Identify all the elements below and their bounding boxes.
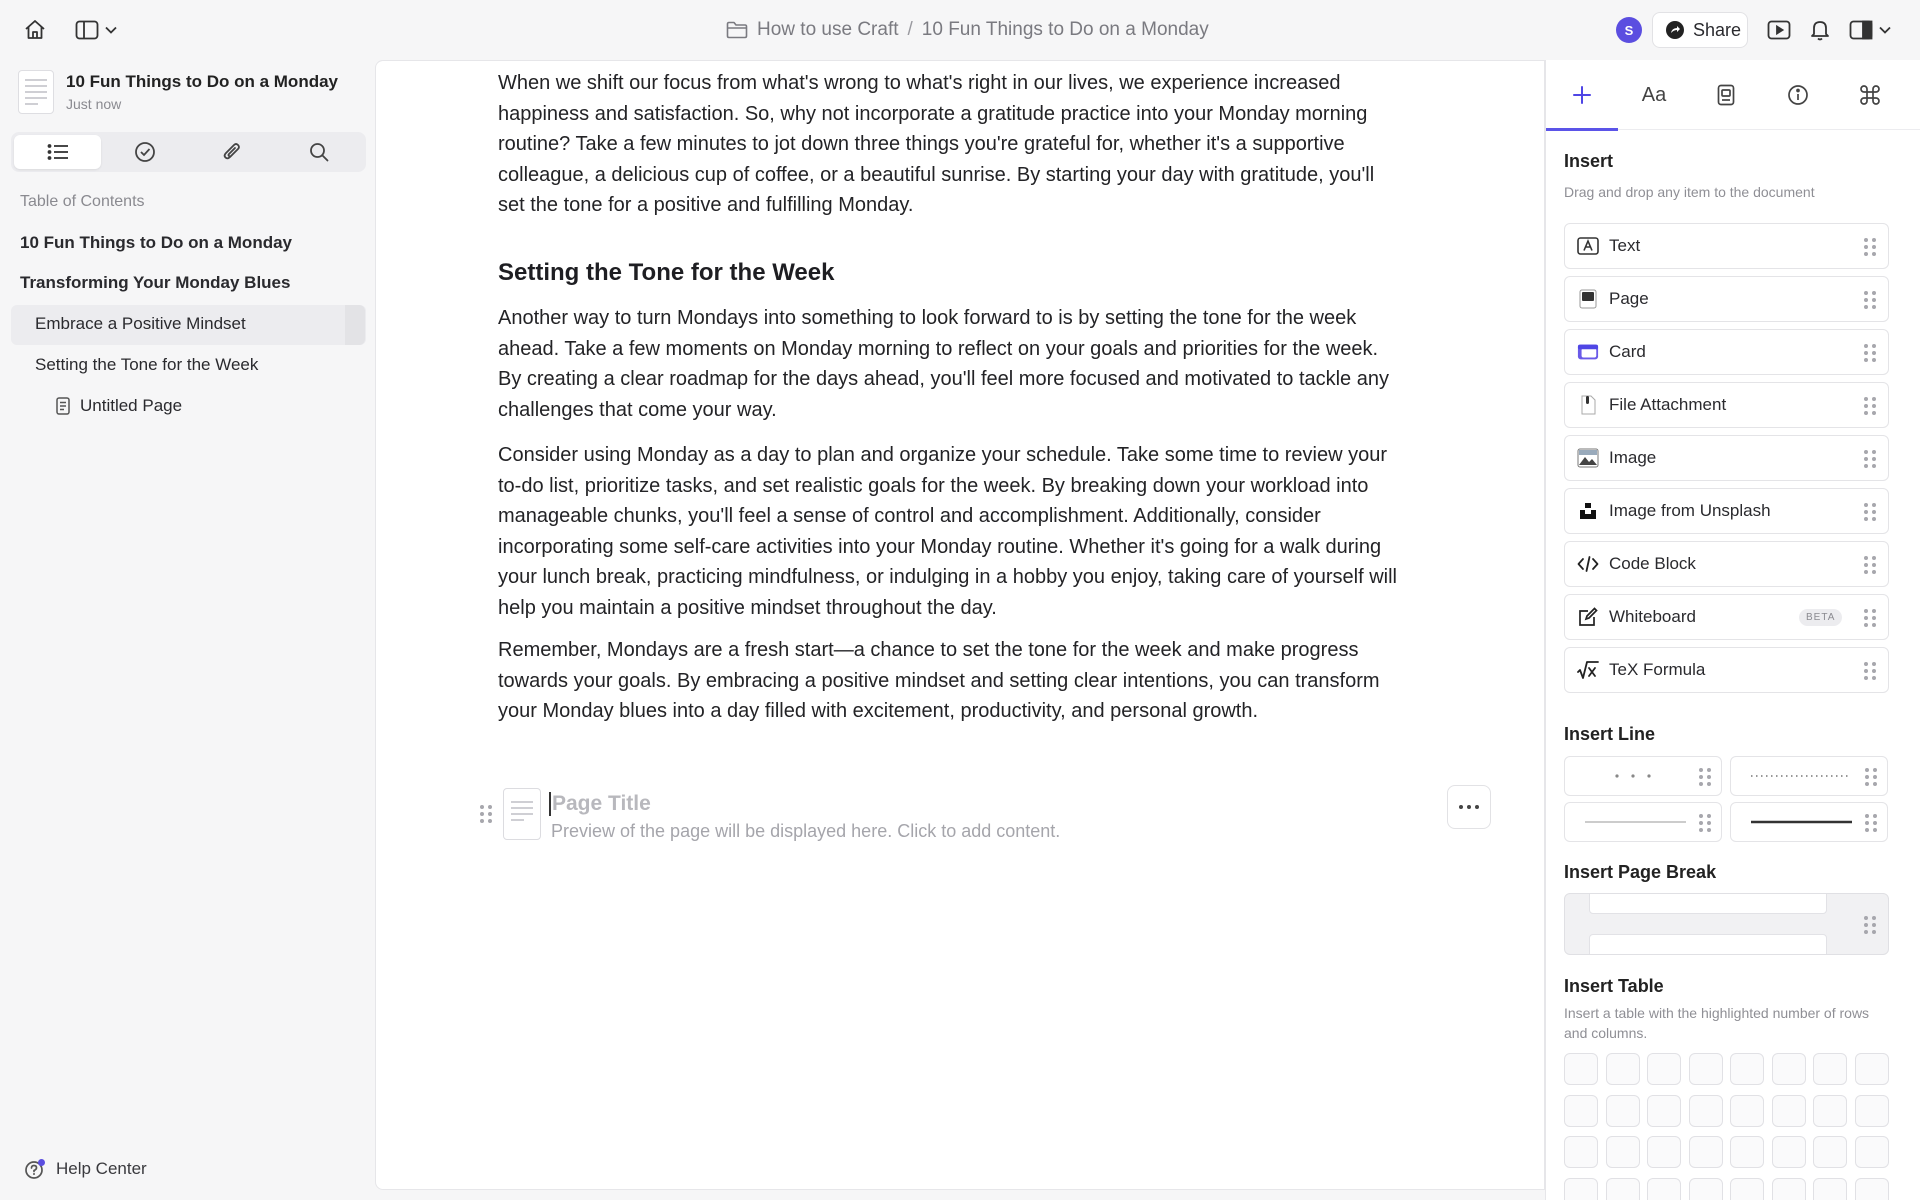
code-icon bbox=[1577, 553, 1599, 575]
breadcrumb-folder[interactable]: How to use Craft bbox=[757, 19, 899, 40]
drag-handle-icon[interactable] bbox=[1865, 814, 1877, 832]
insert-table-subtitle: Insert a table with the highlighted number of rows and columns. bbox=[1564, 1005, 1870, 1041]
folder-icon bbox=[726, 21, 748, 39]
table-grid-cell[interactable] bbox=[1730, 1053, 1764, 1085]
document-canvas bbox=[375, 60, 1545, 1190]
thick-line-preview bbox=[1731, 803, 1861, 841]
table-grid-cell[interactable] bbox=[1689, 1095, 1723, 1127]
drag-handle-icon[interactable] bbox=[480, 805, 492, 823]
insert-subtitle: Drag and drop any item to the document bbox=[1564, 184, 1815, 200]
table-grid-cell[interactable] bbox=[1647, 1178, 1681, 1200]
document-timestamp: Just now bbox=[66, 96, 122, 112]
command-icon bbox=[1859, 84, 1881, 106]
share-button[interactable] bbox=[1652, 12, 1748, 48]
table-grid-cell[interactable] bbox=[1855, 1178, 1889, 1200]
line-style-dots[interactable] bbox=[1564, 756, 1722, 796]
thin-line-preview bbox=[1565, 803, 1695, 841]
drag-handle-icon[interactable] bbox=[1864, 662, 1876, 680]
avatar[interactable]: S bbox=[1616, 17, 1642, 43]
dots-line-preview bbox=[1565, 757, 1685, 795]
drag-handle-icon[interactable] bbox=[1864, 450, 1876, 468]
text-block-icon bbox=[1577, 235, 1599, 257]
tab-outline[interactable] bbox=[14, 135, 101, 169]
right-panel bbox=[1545, 60, 1920, 1200]
sidebar-toggle-button[interactable] bbox=[72, 17, 120, 43]
page-block[interactable] bbox=[480, 788, 1480, 858]
insert-item-text[interactable]: Text bbox=[1564, 223, 1889, 269]
tab-style[interactable] bbox=[1618, 60, 1690, 130]
drag-handle-icon[interactable] bbox=[1864, 503, 1876, 521]
table-grid-cell[interactable] bbox=[1772, 1136, 1806, 1168]
table-grid-cell[interactable] bbox=[1606, 1095, 1640, 1127]
table-grid-cell[interactable] bbox=[1772, 1178, 1806, 1200]
document-title: 10 Fun Things to Do on a Monday bbox=[66, 72, 338, 91]
table-grid-cell[interactable] bbox=[1564, 1136, 1598, 1168]
home-icon[interactable] bbox=[20, 17, 50, 43]
toc-item-setting-tone[interactable]: Setting the Tone for the Week bbox=[35, 355, 259, 374]
table-grid-cell[interactable] bbox=[1647, 1136, 1681, 1168]
paperclip-icon bbox=[222, 141, 242, 163]
chevron-down-icon bbox=[105, 26, 117, 34]
panel-tabs bbox=[1546, 60, 1920, 130]
document-thumbnail bbox=[18, 70, 54, 114]
drag-handle-icon[interactable] bbox=[1864, 344, 1876, 362]
tab-search[interactable] bbox=[276, 135, 363, 169]
insert-page-break-title: Insert Page Break bbox=[1564, 862, 1717, 882]
toc-item-title[interactable]: 10 Fun Things to Do on a Monday bbox=[20, 233, 292, 252]
unsplash-icon bbox=[1577, 500, 1599, 522]
insert-item-tex-formula[interactable]: TeX Formula bbox=[1564, 647, 1889, 693]
table-grid-cell[interactable] bbox=[1647, 1053, 1681, 1085]
page-title-input[interactable]: Page Title bbox=[549, 792, 651, 816]
dotted-line-preview bbox=[1731, 757, 1851, 795]
help-center-link[interactable] bbox=[24, 1158, 147, 1180]
document-header[interactable] bbox=[18, 70, 338, 114]
search-icon bbox=[309, 142, 329, 162]
drag-handle-icon[interactable] bbox=[1699, 814, 1711, 832]
line-style-thick[interactable] bbox=[1730, 802, 1888, 842]
table-grid-cell[interactable] bbox=[1564, 1095, 1598, 1127]
page-break-item[interactable] bbox=[1564, 893, 1889, 955]
table-grid-cell[interactable] bbox=[1564, 1053, 1598, 1085]
insert-item-file-attachment[interactable]: File Attachment bbox=[1564, 382, 1889, 428]
table-grid-cell[interactable] bbox=[1772, 1095, 1806, 1127]
toc-item-embrace[interactable]: Embrace a Positive Mindset bbox=[35, 314, 246, 333]
insert-item-card[interactable]: Card bbox=[1564, 329, 1889, 375]
insert-item-whiteboard[interactable]: Whiteboard BETA bbox=[1564, 594, 1889, 640]
card-icon bbox=[1577, 341, 1599, 363]
paragraph-fresh-start[interactable]: Remember, Mondays are a fresh start—a chance to set the tone for the week and make progress towards your goals. By embracing a positive mindset and setting clear intentions, you can transform your Monday blues into a day filled with excitement, productivity, and personal growth. bbox=[498, 639, 1380, 722]
insert-table-title: Insert Table bbox=[1564, 976, 1664, 996]
tab-insert[interactable] bbox=[1546, 60, 1618, 130]
whiteboard-icon bbox=[1577, 606, 1599, 628]
breadcrumb-separator: / bbox=[907, 19, 913, 40]
line-style-dotted[interactable] bbox=[1730, 756, 1888, 796]
table-grid-cell[interactable] bbox=[1855, 1053, 1889, 1085]
paragraph-roadmap[interactable]: Another way to turn Mondays into something to look forward to is by setting the tone for the week ahead. Take a few moments on Monday morning to reflect on your goals and priorities for the week. By creating a clear roadmap for the days ahead, you'll feel more focused and motivated to tackle any challenges that come your way. bbox=[498, 307, 1389, 421]
drag-handle-icon[interactable] bbox=[1699, 768, 1711, 786]
bell-icon[interactable] bbox=[1808, 17, 1832, 43]
table-grid-cell[interactable] bbox=[1564, 1178, 1598, 1200]
right-panel-icon bbox=[1849, 20, 1873, 40]
table-grid-cell[interactable] bbox=[1606, 1178, 1640, 1200]
sidebar-layout-icon bbox=[75, 20, 99, 40]
insert-title: Insert bbox=[1564, 151, 1614, 171]
page-icon bbox=[56, 397, 70, 415]
tab-tasks[interactable] bbox=[101, 135, 188, 169]
table-grid-cell[interactable] bbox=[1813, 1178, 1847, 1200]
sidebar-tabs bbox=[11, 132, 366, 172]
table-grid-cell[interactable] bbox=[1813, 1053, 1847, 1085]
table-grid-cell[interactable] bbox=[1730, 1178, 1764, 1200]
plus-icon bbox=[1572, 85, 1592, 105]
tab-attachments[interactable] bbox=[189, 135, 276, 169]
toc-label: Table of Contents bbox=[20, 193, 145, 210]
tab-info[interactable] bbox=[1762, 60, 1834, 130]
toc-item-untitled-page[interactable] bbox=[56, 396, 182, 416]
insert-item-page[interactable]: Page bbox=[1564, 276, 1889, 322]
share-icon bbox=[1665, 20, 1685, 40]
drag-handle-icon[interactable] bbox=[1864, 291, 1876, 309]
formula-icon bbox=[1577, 659, 1599, 681]
table-grid-cell[interactable] bbox=[1813, 1095, 1847, 1127]
breadcrumb-page[interactable]: 10 Fun Things to Do on a Monday bbox=[921, 19, 1209, 40]
insert-item-image[interactable]: Image bbox=[1564, 435, 1889, 481]
table-grid-cell[interactable] bbox=[1772, 1053, 1806, 1085]
table-grid-cell[interactable] bbox=[1606, 1136, 1640, 1168]
text-style-icon: Aa bbox=[1641, 83, 1667, 106]
drag-handle-icon[interactable] bbox=[1864, 238, 1876, 256]
paragraph-plan-organize[interactable]: Consider using Monday as a day to plan and organize your schedule. Take some time to review your to-do list, prioritize tasks, and set realistic goals for the week. By breaking down your workload into manageable chunks, you'll feel a sense of control and accomplishment. Additionally, consider incorporating some self-care activities into your Monday routine. Whether it's going for a walk during your lunch break, practicing mindfulness, or indulging in a hobby you enjoy, taking care of yourself will help you maintain a positive mindset throughout the day. bbox=[498, 444, 1398, 619]
image-icon bbox=[1577, 447, 1599, 469]
more-options-button[interactable] bbox=[1447, 785, 1491, 829]
toc-item-transforming[interactable]: Transforming Your Monday Blues bbox=[20, 273, 291, 292]
toc-selection-edge bbox=[345, 305, 365, 345]
file-attachment-icon bbox=[1577, 394, 1599, 416]
help-center-label: Help Center bbox=[56, 1159, 147, 1178]
heading-setting-tone[interactable]: Setting the Tone for the Week bbox=[498, 259, 835, 286]
tab-card-style[interactable] bbox=[1690, 60, 1762, 130]
table-grid-cell[interactable] bbox=[1855, 1095, 1889, 1127]
list-icon bbox=[47, 143, 69, 161]
page-icon bbox=[1577, 288, 1599, 310]
page-break-bottom-sheet bbox=[1589, 934, 1827, 955]
insert-item-image-unsplash[interactable]: Image from Unsplash bbox=[1564, 488, 1889, 534]
insert-item-code-block[interactable]: Code Block bbox=[1564, 541, 1889, 587]
checkmark-circle-icon bbox=[134, 141, 156, 163]
table-grid-cell[interactable] bbox=[1647, 1095, 1681, 1127]
drag-handle-icon[interactable] bbox=[1864, 916, 1876, 934]
drag-handle-icon[interactable] bbox=[1865, 768, 1877, 786]
table-grid-cell[interactable] bbox=[1689, 1053, 1723, 1085]
top-bar bbox=[0, 0, 1920, 60]
toc-item-label: Untitled Page bbox=[80, 396, 183, 415]
left-sidebar bbox=[0, 60, 375, 1200]
panel-toggle-button[interactable] bbox=[1846, 17, 1894, 43]
page-thumbnail bbox=[503, 788, 541, 840]
line-style-thin[interactable] bbox=[1564, 802, 1722, 842]
insert-line-title: Insert Line bbox=[1564, 724, 1656, 744]
table-grid-cell[interactable] bbox=[1813, 1136, 1847, 1168]
table-grid-cell[interactable] bbox=[1730, 1095, 1764, 1127]
page-preview-placeholder[interactable]: Preview of the page will be displayed here. Click to add content. bbox=[551, 821, 1061, 841]
table-grid-cell[interactable] bbox=[1689, 1136, 1723, 1168]
document-style-icon bbox=[1717, 84, 1735, 106]
breadcrumb bbox=[726, 18, 1209, 42]
drag-handle-icon[interactable] bbox=[1864, 556, 1876, 574]
present-icon[interactable] bbox=[1766, 18, 1792, 42]
beta-badge: BETA bbox=[1799, 609, 1842, 626]
info-icon bbox=[1787, 84, 1809, 106]
tab-shortcuts[interactable] bbox=[1834, 60, 1906, 130]
table-grid-cell[interactable] bbox=[1730, 1136, 1764, 1168]
table-grid-cell[interactable] bbox=[1855, 1136, 1889, 1168]
drag-handle-icon[interactable] bbox=[1864, 609, 1876, 627]
paragraph-gratitude[interactable]: When we shift our focus from what's wrong to what's right in our lives, we experience increased happiness and satisfaction. So, why not incorporate a gratitude practice into your Monday morning routine? Take a few minutes to jot down three things you're grateful for, whether it's a supportive colleague, a delicious cup of coffee, or a beautiful sunrise. By starting your day with gratitude, you'll set the tone for a positive and fulfilling Monday. bbox=[498, 72, 1375, 216]
share-label: Share bbox=[1693, 19, 1742, 40]
drag-handle-icon[interactable] bbox=[1864, 397, 1876, 415]
table-grid-cell[interactable] bbox=[1689, 1178, 1723, 1200]
page-break-top-sheet bbox=[1589, 893, 1827, 914]
help-icon bbox=[24, 1158, 46, 1180]
table-grid-cell[interactable] bbox=[1606, 1053, 1640, 1085]
chevron-down-icon bbox=[1879, 26, 1891, 34]
